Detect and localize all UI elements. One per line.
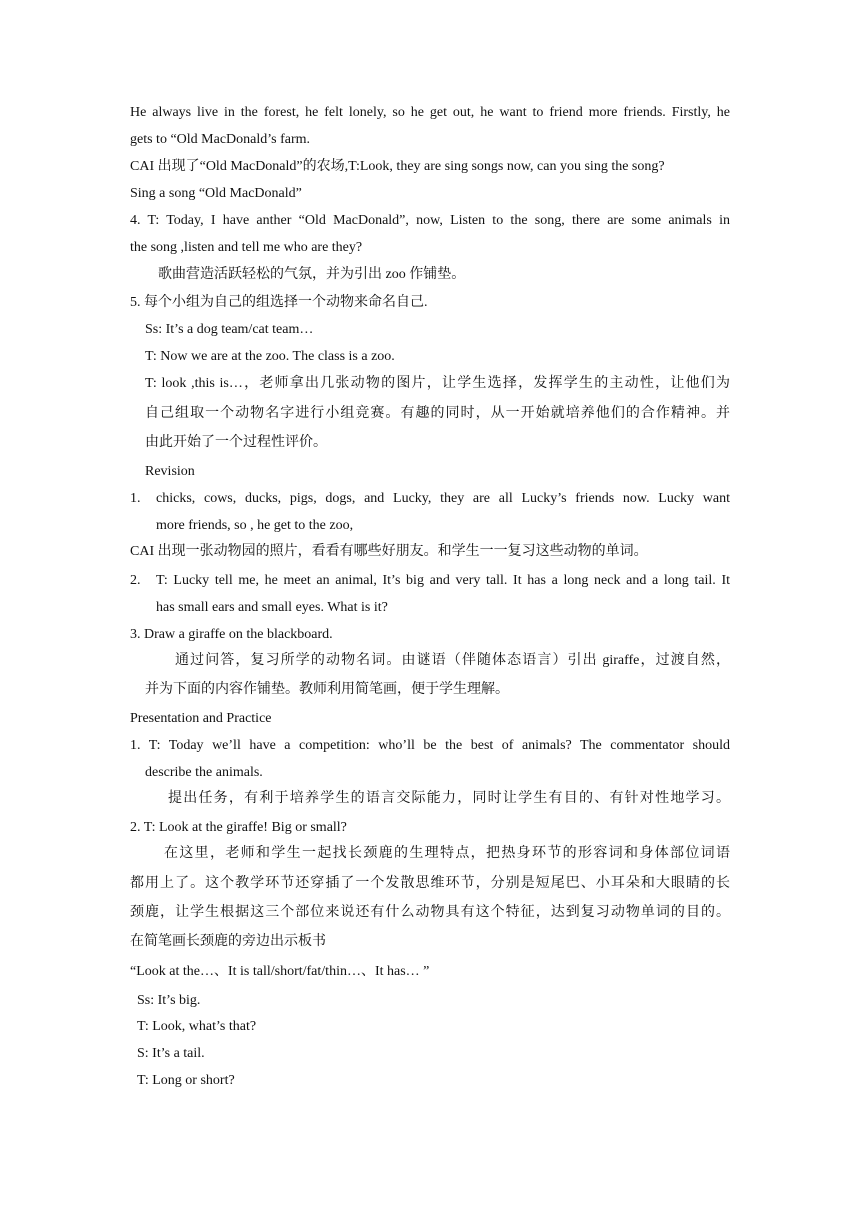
text-line: more friends, so , he get to the zoo, [156,518,354,533]
text-line: 4. T: Today, I have anther “Old MacDonald”, now, Listen to the song, there are some animals in [130,213,730,228]
text-line: T: Long or short? [137,1073,235,1088]
text-line: He always live in the forest, he felt lonely, so he get out, he want to friend more friends. Firstly, he [130,105,730,120]
section-heading: Presentation and Practice [130,711,272,726]
list-number: 2. [130,573,141,588]
text-line: “Look at the…、It is tall/short/fat/thin…、It has… ” [130,964,430,979]
text-line: 在这里，老师和学生一起找长颈鹿的生理特点，把热身环节的形容词和身体部位词语 [164,846,730,861]
text-line: 歌曲营造活跃轻松的气氛，并为引出 zoo 作铺垫。 [158,267,466,282]
text-line: gets to “Old MacDonald’s farm. [130,132,311,147]
text-line: 在简笔画长颈鹿的旁边出示板书 [130,934,326,949]
text-line: 自己组取一个动物名字进行小组竞赛。有趣的同时，从一开始就培养他们的合作精神。并 [145,406,730,421]
text-line: describe the animals. [145,765,263,780]
text-line: CAI 出现一张动物园的照片，看看有哪些好朋友。和学生一一复习这些动物的单词。 [130,544,648,559]
text-line: 通过问答，复习所学的动物名词。由谜语（伴随体态语言）引出 giraffe，过渡自然， [175,653,730,668]
text-line: Sing a song “Old MacDonald” [130,186,302,201]
text-line: 颈鹿，让学生根据这三个部位来说还有什么动物具有这个特征，达到复习动物单词的目的。 [130,905,730,920]
text-line: chicks, cows, ducks, pigs, dogs, and Lucky, they are all Lucky’s friends now. Lucky want [156,491,730,506]
text-line: 由此开始了一个过程性评价。 [145,435,327,450]
text-line: S: It’s a tail. [137,1046,205,1061]
text-line: T: Lucky tell me, he meet an animal, It’s big and very tall. It has a long neck and a long tail. It [156,573,730,588]
text-line: the song ,listen and tell me who are they? [130,240,363,255]
text-line: 1. T: Today we’ll have a competition: who’ll be the best of animals? The commentator should [130,738,730,753]
text-line: has small ears and small eyes. What is it? [156,600,388,615]
text-line: 都用上了。这个教学环节还穿插了一个发散思维环节，分别是短尾巴、小耳朵和大眼睛的长 [130,876,730,891]
text-line: 提出任务，有利于培养学生的语言交际能力，同时让学生有目的、有针对性地学习。 [168,791,730,806]
text-line: Ss: It’s big. [137,993,201,1008]
text-line: 3. Draw a giraffe on the blackboard. [130,627,333,642]
list-number: 1. [130,491,141,506]
text-line: T: Look, what’s that? [137,1019,257,1034]
section-heading: Revision [145,464,195,479]
text-line: Ss: It’s a dog team/cat team… [145,322,314,337]
text-line: 5. 每个小组为自己的组选择一个动物来命名自己. [130,295,428,310]
text-line: CAI 出现了“Old MacDonald”的农场,T:Look, they are sing songs now, can you sing the song? [130,159,665,174]
text-line: 并为下面的内容作铺垫。教师利用简笔画，便于学生理解。 [145,682,509,697]
text-line: 2. T: Look at the giraffe! Big or small? [130,820,347,835]
text-line: T: look ,this is…，老师拿出几张动物的图片，让学生选择，发挥学生的主动性，让他们为 [145,376,730,391]
text-line: T: Now we are at the zoo. The class is a zoo. [145,349,395,364]
